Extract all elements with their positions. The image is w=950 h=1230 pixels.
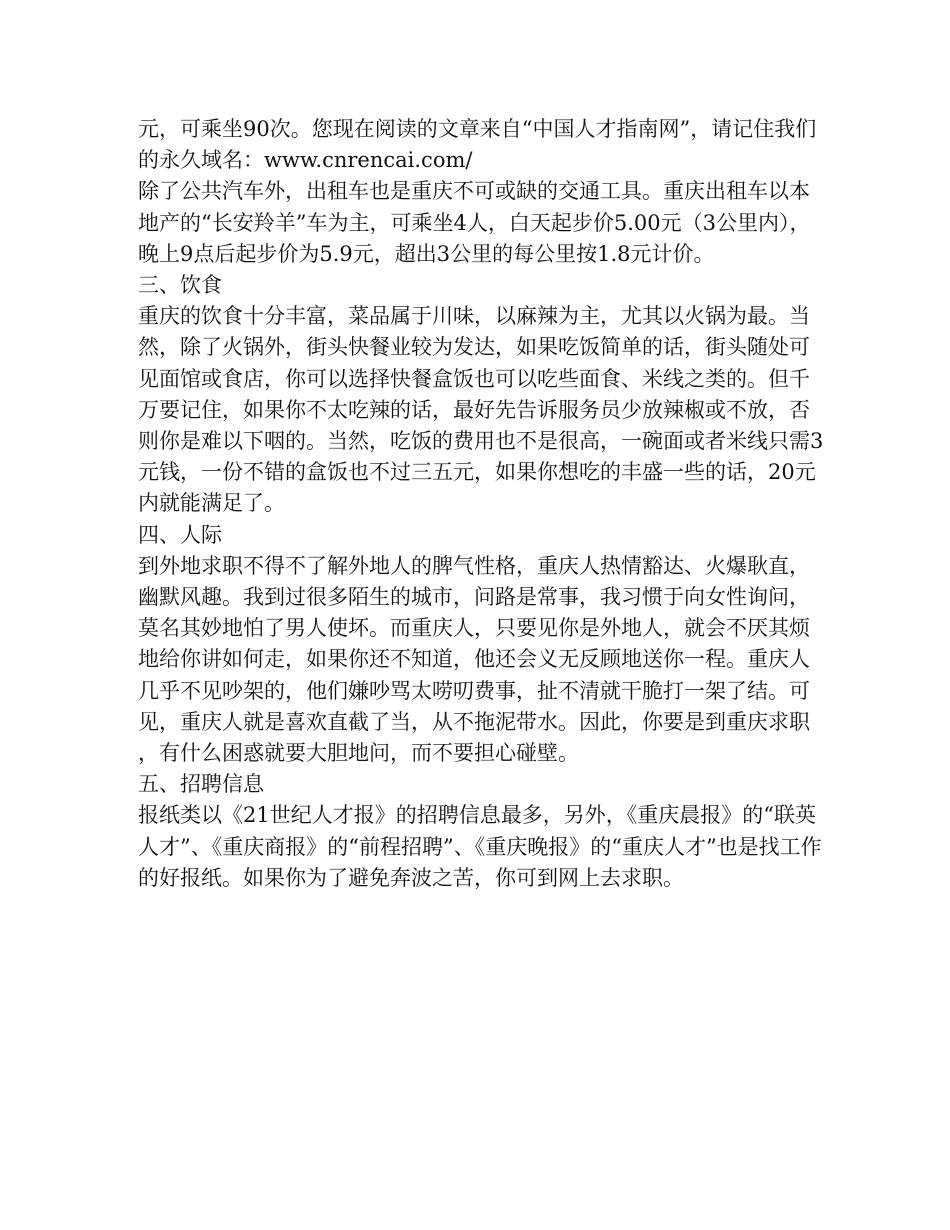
paragraph-recruitment: 报纸类以《21世纪人才报》的招聘信息最多，另外，《重庆晨报》的“联英人才”、《重庆商报》的“前程招聘”、《重庆晚报》的“重庆人才”也是找工作的好报纸。如果你为了避免奔波之苦，你可到网上去求职。 (138, 803, 822, 890)
section-heading-recruitment: 五、招聘信息 (138, 772, 264, 797)
paragraph-people: 到外地求职不得不了解外地人的脾气性格，重庆人热情豁达、火爆耿直，幽默风趣。我到过很多陌生的城市，问路是常事，我习惯于向女性询问，莫名其妙地怕了男人使坏。而重庆人，只要见你是外地人，就会不厌其烦地给你讲如何走，如果你还不知道，他还会义无反顾地送你一程。重庆人几乎不见吵架的，他们嫌吵骂太唠叨费事，扯不清就干脆打一架了结。可见，重庆人就是喜欢直截了当，从不拖泥带水。因此，你要是到重庆求职，有什么困惑就要大胆地问，而不要担心碰壁。 (138, 553, 810, 766)
paragraph-bus-fare-and-domain: 元，可乘坐90次。您现在阅读的文章来自“中国人才指南网”，请记住我们的永久域名：www.cnrencai.com/ (138, 117, 817, 173)
paragraph-food: 重庆的饮食十分丰富，菜品属于川味，以麻辣为主，尤其以火锅为最。当然，除了火锅外，街头快餐业较为发达，如果吃饭简单的话，街头随处可见面馆或食店，你可以选择快餐盒饭也可以吃些面食、米线之类的。但千万要记住，如果你不太吃辣的话，最好先告诉服务员少放辣椒或不放，否则你是难以下咽的。当然，吃饭的费用也不是很高，一碗面或者米线只需3元钱，一份不错的盒饭也不过三五元，如果你想吃的丰盛一些的话，20元内就能满足了。 (138, 304, 824, 516)
section-heading-food: 三、饮食 (138, 273, 222, 298)
article-body (138, 114, 828, 894)
section-heading-people: 四、人际 (138, 522, 222, 547)
paragraph-taxi: 除了公共汽车外，出租车也是重庆不可或缺的交通工具。重庆出租车以本地产的“长安羚羊”车为主，可乘坐4人，白天起步价5.00元（3公里内），晚上9点后起步价为5.9元，超出3公里的每公里按1.8元计价。 (138, 179, 811, 266)
